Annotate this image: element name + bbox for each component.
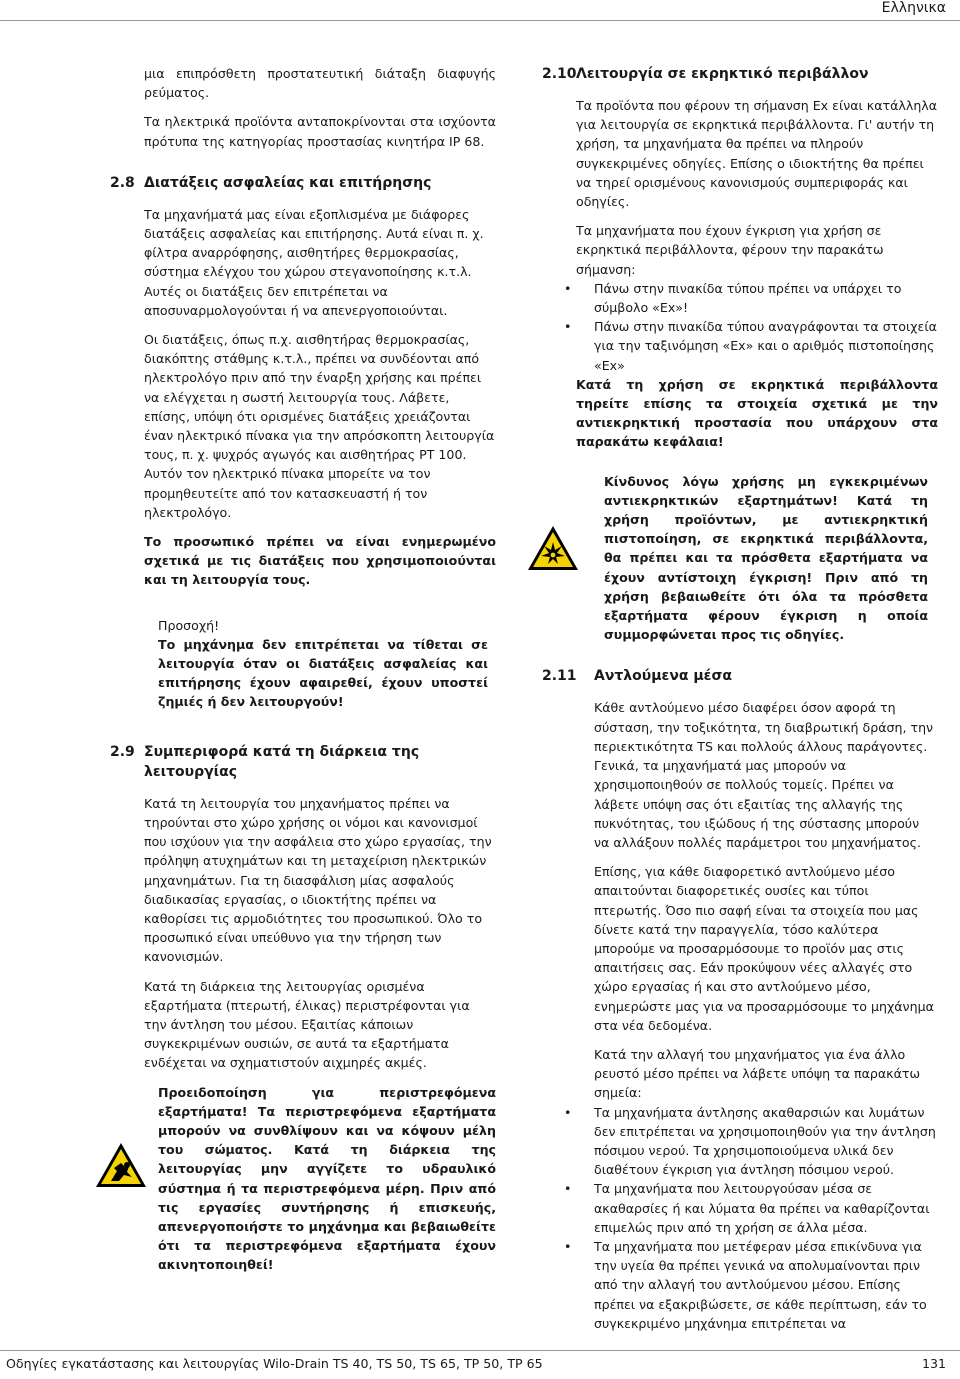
page-number: 131 <box>921 1356 946 1371</box>
section-2-11-paragraph-1: Κάθε αντλούμενο μέσο διαφέρει όσον αφορά τη σύσταση, την τοξικότητα, τη διαβρωτική δράση, την περιεκτικότητα TS και πολλούς άλλους παράγοντες. Γενικά, τα μηχανήματά μας μπορούν να χρησιμοποιηθούν σε πολλούς τομείς. Πρέπει να λάβετε υπόψη σας ότι εξαιτίας της αλλαγής της πυκνότητας, του ιξώδους ή της σύστασης μπορούν να αλλάξουν πολλές παράμετροι του μηχανήματος. <box>594 700 934 850</box>
caution-title: Προσοχή! <box>158 617 220 633</box>
section-title: Αντλούμενα μέσα <box>594 668 732 685</box>
section-title: Διατάξεις ασφαλείας και επιτήρησης <box>144 174 432 191</box>
section-2-9-paragraph-1: Κατά τη λειτουργία του μηχανήματος πρέπει να τηρούνται στο χώρο χρήσης οι νόμοι και κανονισμοί που ισχύουν για την ασφάλεια στο χώρο εργασίας, την πρόληψη ατυχημάτων και τη μεταχείριση ηλεκτρικών μηχανημάτων. Για τη διασφάλιση μίας ασφαλούς διαδικασίας εργασίας, ο ιδιοκτήτης πρέπει να καθορίσει τις αρμοδιότητες του προσωπικού. Όλο το προσωπικό είναι υπεύθυνο για την τήρηση των κανονισμών. <box>144 795 492 965</box>
section-2-8-paragraph-1: Τα μηχανήματά μας είναι εξοπλισμένα με διάφορες διατάξεις ασφαλείας και επιτήρησης. Αυτά είναι π. χ. φίλτρα αναρρόφησης, αισθητήρες θερμοκρασίας, σύστημα ελέγχου του χώρου στεγανοποίησης κ.τ.λ. Αυτές οι διατάξεις δεν επιτρέπεται να αποσυναρμολογούνται ή να απενεργοποιούνται. <box>144 206 484 318</box>
section-2-8-heading <box>110 173 496 193</box>
list-item: • Πάνω στην πινακίδα τύπου αναγράφονται τα στοιχεία για την ταξινόμηση «Ex» και ο αριθμός πιστοποίησης «Ex» <box>564 317 938 375</box>
caution-body: Το μηχάνημα δεν επιτρέπεται να τίθεται σε λειτουργία όταν οι διατάξεις ασφαλείας και επιτήρησης έχουν αφαιρεθεί, έχουν υποστεί ζημιές ή δεν λειτουργούν! <box>158 636 488 710</box>
section-number: 2.11 <box>542 668 577 685</box>
explosion-hazard-icon <box>526 524 580 572</box>
footer-rule <box>0 1350 960 1351</box>
explosion-warning-text: Κίνδυνος λόγω χρήσης μη εγκεκριμένων αντιεκρηκτικών εξαρτημάτων! Κατά τη χρήση προϊόντων, με αντιεκρηκτική πιστοποίηση, σε εκρηκτικά περιβάλλοντα, θα πρέπει και τα πρόσθετα εξαρτήματα να έχουν αντίστοιχη έγκριση! Πριν από τη χρήση βεβαιωθείτε ότι όλα τα πρόσθετα εξαρτήματα φέρουν έγκριση η οποία συμμορφώνεται προς τις οδηγίες. <box>604 473 928 643</box>
section-2-10-paragraph-2: Τα μηχανήματα που έχουν έγκριση για χρήση σε εκρηκτικά περιβάλλοντα, φέρουν την παρακάτω σήμανση: <box>576 223 884 277</box>
caution-notice <box>110 616 496 712</box>
rotating-parts-warning-text: Προειδοποίηση για περιστρεφόμενα εξαρτήματα! Τα περιστρεφόμενα εξαρτήματα μπορούν να συνθλίψουν και να κόψουν μέλη του σώματος. Κατά τη διάρκεια της λειτουργίας μην αγγίζετε το υδραυλικό σύστημα ή τα περιστρεφόμενα μέρη. Πριν από τις εργασίες συντήρησης ή επισκευής, απενεργοποιήστε το μηχάνημα και βεβαιωθείτε ότι τα περιστρεφόμενα εξαρτήματα έχουν ακινητοποιηθεί! <box>158 1084 496 1273</box>
page-header <box>0 0 960 34</box>
section-2-10-paragraph-1: Τα προϊόντα που φέρουν τη σήμανση Ex είναι κατάλληλα για λειτουργία σε εκρηκτικά περιβάλλοντα. Γι' αυτήν τη χρήση, τα μηχανήματα θα πρέπει να πληρούν συγκεκριμένες οδηγίες. Επίσης ο ιδιοκτήτης θα πρέπει να τηρεί ορισμένους κανονισμούς συμπεριφοράς και οδηγίες. <box>576 98 938 210</box>
section-title: Συμπεριφορά κατά τη διάρκεια της λειτουργίας <box>144 743 420 780</box>
header-rule <box>0 20 960 21</box>
section-2-11-paragraph-2: Επίσης, για κάθε διαφορετικό αντλούμενο μέσο απαιτούνται διαφορετικές ουσίες και τύποι πτερωτής. Όσο πιο σαφή είναι τα στοιχεία που μας δίνετε κατά την παραγγελία, τόσο καλύτερα μπορούμε να προσαρμόσουμε το προϊόν μας στις απαιτήσεις σας. Εάν προκύψουν νέες αλλαγές στο χώρο εργασίας ή και στο αντλούμενο μέσο, ενημερώστε μας για να προσαρμόσουμε το μηχάνημα στα νέα δεδομένα. <box>594 864 934 1033</box>
section-number: 2.10 <box>542 66 577 82</box>
explosion-warning <box>542 472 938 645</box>
list-item: • Τα μηχανήματα άντλησης ακαθαρσιών και λυμάτων δεν επιτρέπεται να χρησιμοποιηθούν για την άντληση πόσιμου νερού. Τα χρησιμοποιούμενα υλικά δεν διαθέτουν έγκριση για άντληση πόσιμου νερού. <box>564 1103 938 1180</box>
section-2-11-heading <box>542 666 938 686</box>
section-2-11-paragraph-3: Κατά την αλλαγή του μηχανήματος για ένα άλλο ρευστό μέσο πρέπει να λάβετε υπόψη τα παρακάτω σημεία: <box>594 1046 921 1101</box>
section-2-8-paragraph-2: Οι διατάξεις, όπως π.χ. αισθητήρας θερμοκρασίας, διακόπτης στάθμης κ.τ.λ., πρέπει να συνδέονται από ηλεκτρολόγο πριν από την έναρξη χρήσης και πρέπει να ελέγχεται η σωστή λειτουργία τους. Λάβετε, επίσης, υπόψη ότι ορισμένες διατάξεις χρειάζονται έναν ηλεκτρικό πίνακα για την απρόσκοπτη λειτουργία τους, π. χ. ψυχρός αγωγός και αισθητήρας PT 100. Αυτόν τον ηλεκτρικό πίνακα μπορείτε να τον προμηθευτείτε από τον κατασκευαστή ή τον ηλεκτρολόγο. <box>144 332 495 520</box>
list-item: • Τα μηχανήματα που μετέφεραν μέσα επικίνδυνα για την υγεία θα πρέπει γενικά να απολυμαίνονται πριν από την αλλαγή του αντλούμενου μέσου. Επίσης πρέπει να εξακριβώσετε, σε κάθε περίπτωση, εάν το συγκεκριμένο μηχάνημα επιτρέπεται να <box>564 1237 938 1333</box>
page-footer <box>0 1350 960 1372</box>
section-2-10-heading <box>542 64 938 84</box>
crush-hazard-icon <box>94 1141 148 1189</box>
section-2-9-heading <box>110 742 496 782</box>
ex-marking-list <box>542 279 938 375</box>
section-number: 2.9 <box>110 743 135 760</box>
list-item: • Τα μηχανήματα που λειτουργούσαν μέσα σε ακαθαρσίες ή και λύματα θα πρέπει να καθαρίζονται επιμελώς πριν από τη χρήση σε άλλα μέσα. <box>564 1179 938 1237</box>
left-column <box>110 64 496 1275</box>
section-2-9-paragraph-2: Κατά τη διάρκεια της λειτουργίας ορισμένα εξαρτήματα (πτερωτή, έλικας) περιστρέφονται για την άντληση του μέσου. Εξαιτίας κάποιων συγκεκριμένων ουσιών, σε αυτά τα εξαρτήματα ενδέχεται να σχηματιστούν αιχμηρές ακμές. <box>144 978 470 1071</box>
section-number: 2.8 <box>110 174 135 191</box>
section-title: Λειτουργία σε εκρηκτικό περιβάλλον <box>576 66 869 82</box>
rotating-parts-warning <box>110 1083 496 1275</box>
intro-paragraph-2: Τα ηλεκτρικά προϊόντα ανταποκρίνονται στα ισχύοντα πρότυπα της κατηγορίας προστασίας κινητήρα IP 68. <box>144 114 496 149</box>
right-column <box>542 64 938 1343</box>
intro-paragraph-1: μια επιπρόσθετη προστατευτική διάταξη διαφυγής ρεύματος. <box>144 66 496 101</box>
document-title: Οδηγίες εγκατάστασης και λειτουργίας Wilo-Drain TS 40, TS 50, TS 65, TP 50, TP 65 <box>6 1356 543 1371</box>
medium-change-list <box>542 1103 938 1333</box>
language-label: Ελληνικα <box>881 0 946 16</box>
list-item: • Πάνω στην πινακίδα τύπου πρέπει να υπάρχει το σύμβολο «Ex»! <box>564 279 938 317</box>
section-2-10-bold-note: Κατά τη χρήση σε εκρηκτικά περιβάλλοντα τηρείτε επίσης τα στοιχεία σχετικά με την αντιεκρηκτική προστασία που υπάρχουν στα παρακάτω κεφάλαια! <box>576 376 938 450</box>
section-2-8-paragraph-3: Το προσωπικό πρέπει να είναι ενημερωμένο σχετικά με τις διατάξεις που χρησιμοποιούνται και τη λειτουργία τους. <box>144 534 496 588</box>
